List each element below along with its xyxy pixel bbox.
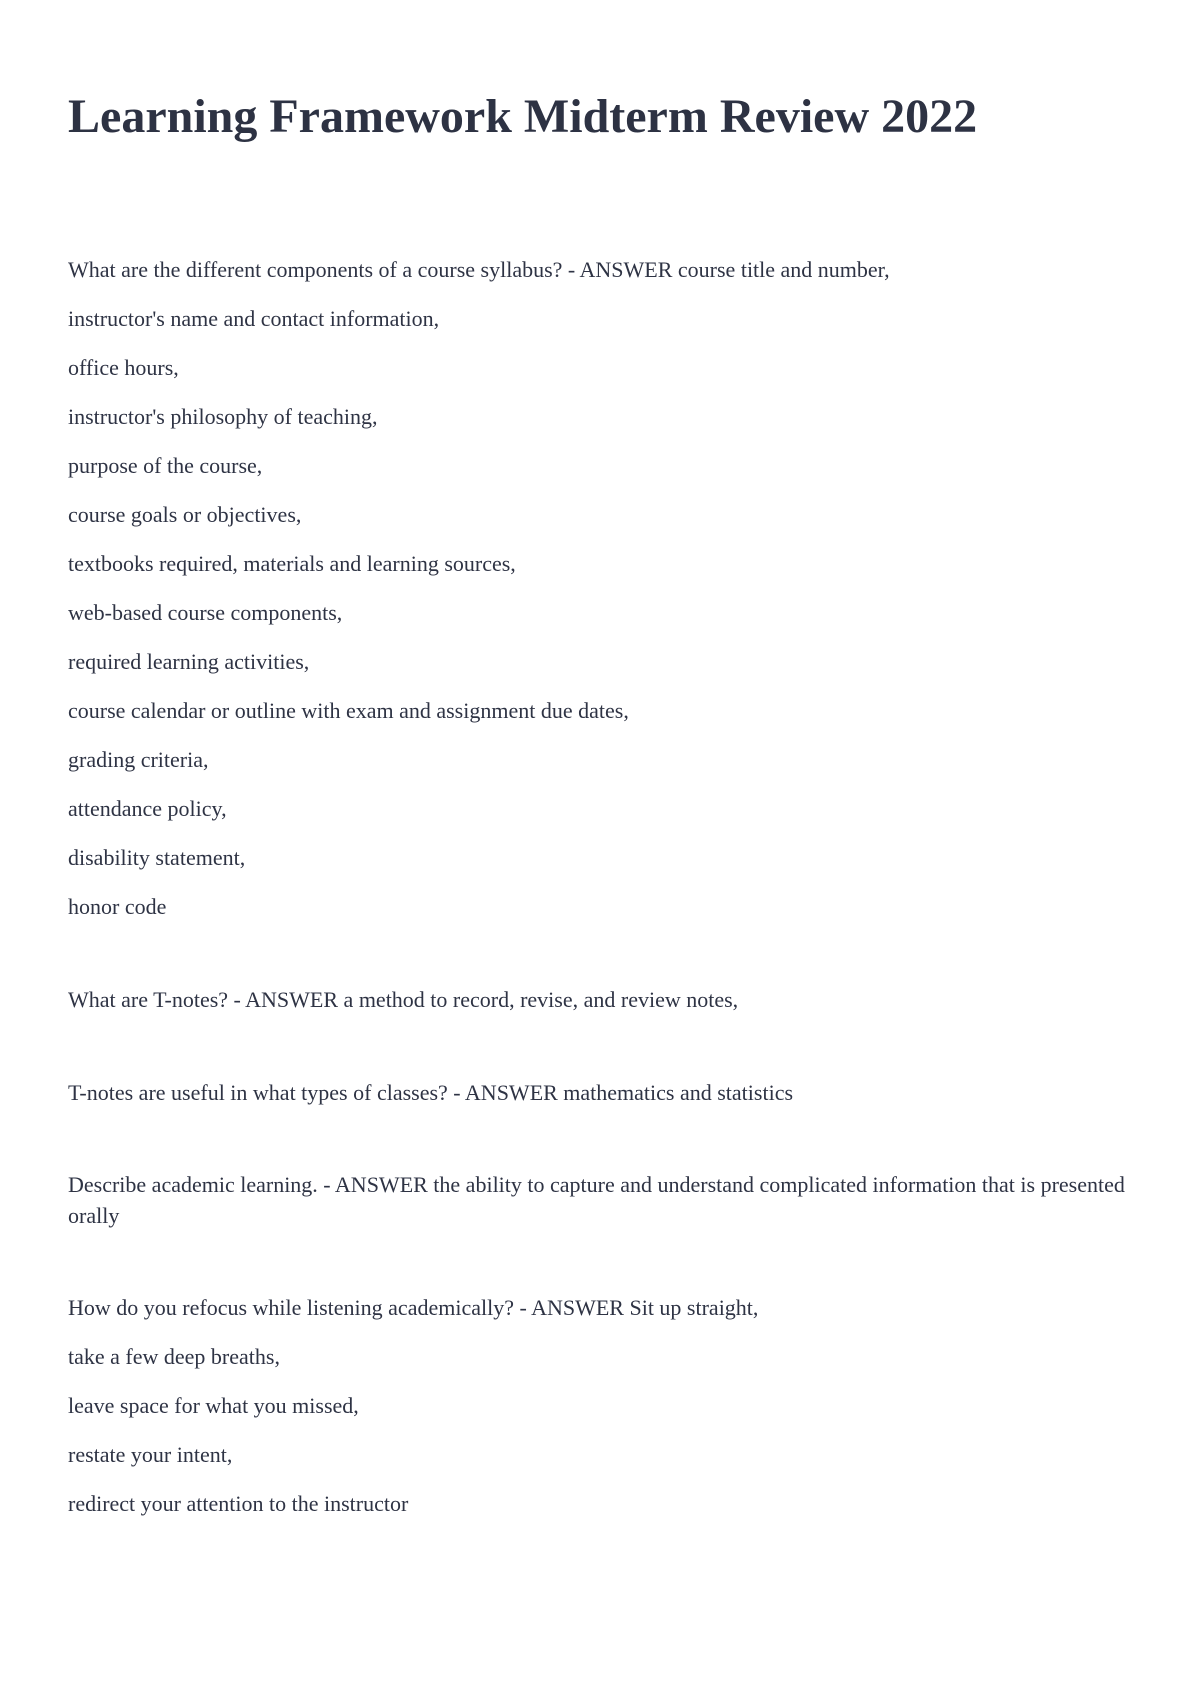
answer-line: honor code <box>68 894 167 919</box>
question-line: What are T-notes? - ANSWER a method to record, revise, and review notes, <box>68 987 739 1012</box>
qa-refocus-listening <box>68 1283 1128 1528</box>
answer-line: grading criteria, <box>68 747 209 772</box>
answer-line: redirect your attention to the instructor <box>68 1491 409 1516</box>
answer-line: instructor's name and contact information, <box>68 306 440 331</box>
qa-t-notes-classes <box>68 1068 1128 1117</box>
answer-line: office hours, <box>68 355 179 380</box>
answer-line: take a few deep breaths, <box>68 1344 280 1369</box>
qa-academic-learning <box>68 1169 1128 1231</box>
answer-line: required learning activities, <box>68 649 310 674</box>
answer-line: textbooks required, materials and learning sources, <box>68 551 516 576</box>
answer-line: course goals or objectives, <box>68 502 302 527</box>
answer-line: course calendar or outline with exam and assignment due dates, <box>68 698 629 723</box>
question-paragraph: Describe academic learning. - ANSWER the ability to capture and understand complicated information that is presented orally <box>68 1172 1125 1228</box>
answer-line: disability statement, <box>68 845 246 870</box>
document-body <box>68 245 1128 1528</box>
answer-line: purpose of the course, <box>68 453 263 478</box>
answer-line: leave space for what you missed, <box>68 1393 359 1418</box>
document-title: Learning Framework Midterm Review 2022 <box>68 90 978 143</box>
answer-line: attendance policy, <box>68 796 227 821</box>
question-line: T-notes are useful in what types of classes? - ANSWER mathematics and statistics <box>68 1080 794 1105</box>
answer-line: web-based course components, <box>68 600 343 625</box>
qa-syllabus-components <box>68 245 1128 931</box>
answer-line: instructor's philosophy of teaching, <box>68 404 378 429</box>
question-line: How do you refocus while listening academically? - ANSWER Sit up straight, <box>68 1295 759 1320</box>
answer-line: restate your intent, <box>68 1442 233 1467</box>
qa-t-notes <box>68 975 1128 1024</box>
question-line: What are the different components of a course syllabus? - ANSWER course title and number, <box>68 257 890 282</box>
